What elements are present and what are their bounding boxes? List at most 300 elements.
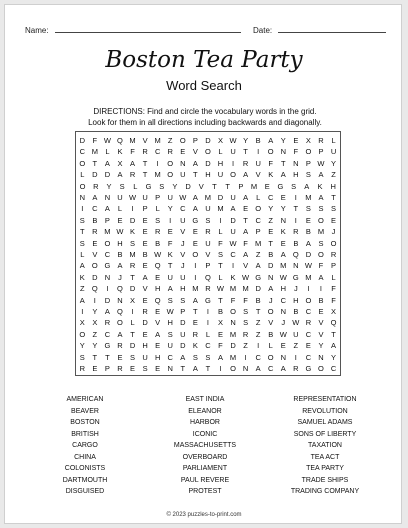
grid-letter[interactable]: W bbox=[279, 329, 287, 339]
grid-letter[interactable]: W bbox=[317, 158, 325, 168]
grid-letter[interactable]: S bbox=[130, 238, 136, 248]
grid-letter[interactable]: E bbox=[92, 364, 98, 373]
grid-letter[interactable]: X bbox=[217, 136, 223, 145]
grid-letter[interactable]: E bbox=[192, 238, 198, 248]
grid-letter[interactable]: I bbox=[131, 204, 134, 214]
grid-letter[interactable]: T bbox=[255, 307, 261, 316]
grid-letter[interactable]: L bbox=[268, 341, 273, 351]
grid-letter[interactable]: R bbox=[205, 227, 211, 237]
grid-letter[interactable]: D bbox=[230, 341, 236, 351]
grid-letter[interactable]: V bbox=[318, 329, 324, 339]
grid-letter[interactable]: E bbox=[331, 215, 337, 225]
grid-letter[interactable]: O bbox=[79, 158, 86, 168]
grid-letter[interactable]: T bbox=[293, 204, 299, 214]
grid-letter[interactable]: H bbox=[293, 295, 299, 305]
grid-letter[interactable]: Q bbox=[91, 284, 98, 294]
grid-letter[interactable]: H bbox=[217, 158, 224, 168]
grid-letter[interactable]: T bbox=[92, 158, 98, 168]
grid-letter[interactable]: R bbox=[318, 136, 324, 145]
grid-letter[interactable]: I bbox=[219, 364, 222, 373]
grid-letter[interactable]: C bbox=[79, 147, 85, 157]
grid-letter[interactable]: D bbox=[268, 261, 274, 271]
grid-letter[interactable]: E bbox=[155, 307, 161, 316]
grid-letter[interactable]: O bbox=[255, 204, 262, 214]
grid-letter[interactable]: O bbox=[318, 215, 324, 225]
grid-letter[interactable]: B bbox=[92, 215, 98, 225]
grid-letter[interactable]: A bbox=[304, 181, 310, 191]
grid-letter[interactable]: P bbox=[331, 261, 337, 271]
grid-letter[interactable]: L bbox=[80, 170, 85, 180]
grid-letter[interactable]: R bbox=[293, 227, 299, 237]
grid-letter[interactable]: P bbox=[318, 147, 324, 157]
grid-letter[interactable]: R bbox=[129, 261, 136, 271]
grid-letter[interactable]: T bbox=[193, 170, 198, 180]
grid-letter[interactable]: D bbox=[305, 250, 312, 259]
grid-letter[interactable]: E bbox=[142, 238, 148, 248]
grid-letter[interactable]: E bbox=[142, 227, 148, 237]
grid-letter[interactable]: O bbox=[167, 158, 174, 168]
grid-letter[interactable]: H bbox=[293, 170, 299, 180]
grid-letter[interactable]: E bbox=[130, 364, 136, 373]
grid-letter[interactable]: S bbox=[167, 329, 173, 339]
grid-letter[interactable]: F bbox=[218, 341, 223, 351]
grid-letter[interactable]: O bbox=[267, 307, 274, 316]
grid-letter[interactable]: U bbox=[167, 193, 173, 202]
grid-letter[interactable]: T bbox=[218, 295, 223, 305]
grid-letter[interactable]: E bbox=[293, 136, 299, 145]
grid-letter[interactable]: F bbox=[243, 238, 248, 248]
grid-letter[interactable]: K bbox=[117, 147, 123, 157]
grid-letter[interactable]: T bbox=[205, 364, 211, 373]
grid-letter[interactable]: R bbox=[93, 181, 99, 191]
grid-letter[interactable]: T bbox=[193, 307, 198, 316]
grid-letter[interactable]: X bbox=[217, 318, 223, 328]
grid-letter[interactable]: Z bbox=[167, 136, 173, 145]
grid-letter[interactable]: M bbox=[154, 170, 161, 180]
grid-letter[interactable]: A bbox=[92, 193, 98, 202]
grid-letter[interactable]: X bbox=[92, 318, 98, 328]
grid-letter[interactable]: Z bbox=[92, 329, 98, 339]
grid-letter[interactable]: U bbox=[167, 341, 173, 351]
grid-letter[interactable]: C bbox=[268, 364, 274, 373]
grid-letter[interactable]: D bbox=[104, 295, 111, 305]
grid-letter[interactable]: E bbox=[155, 341, 161, 351]
grid-letter[interactable]: I bbox=[206, 318, 209, 328]
grid-letter[interactable]: Q bbox=[154, 261, 161, 271]
grid-letter[interactable]: N bbox=[230, 318, 236, 328]
grid-letter[interactable]: I bbox=[169, 215, 172, 225]
grid-letter[interactable]: T bbox=[243, 215, 248, 225]
grid-letter[interactable]: C bbox=[167, 352, 173, 362]
grid-letter[interactable]: P bbox=[104, 364, 110, 373]
grid-letter[interactable]: W bbox=[242, 272, 250, 282]
grid-letter[interactable]: X bbox=[117, 158, 123, 168]
grid-letter[interactable]: A bbox=[192, 295, 198, 305]
grid-letter[interactable]: A bbox=[331, 341, 337, 351]
grid-letter[interactable]: C bbox=[104, 250, 111, 259]
grid-letter[interactable]: O bbox=[305, 295, 312, 305]
grid-letter[interactable]: B bbox=[155, 238, 161, 248]
grid-letter[interactable]: O bbox=[267, 352, 274, 362]
grid-letter[interactable]: U bbox=[180, 170, 186, 180]
grid-letter[interactable]: C bbox=[305, 307, 312, 316]
grid-letter[interactable]: O bbox=[330, 238, 337, 248]
grid-letter[interactable]: M bbox=[305, 272, 312, 282]
grid-letter[interactable]: G bbox=[305, 364, 312, 373]
grid-letter[interactable]: C bbox=[205, 341, 211, 351]
grid-letter[interactable]: N bbox=[117, 295, 123, 305]
grid-letter[interactable]: A bbox=[243, 193, 249, 202]
grid-letter[interactable]: U bbox=[142, 352, 148, 362]
grid-letter[interactable]: X bbox=[331, 307, 337, 316]
grid-letter[interactable]: S bbox=[305, 204, 311, 214]
grid-letter[interactable]: X bbox=[305, 136, 311, 145]
grid-letter[interactable]: E bbox=[142, 261, 148, 271]
grid-letter[interactable]: A bbox=[117, 261, 123, 271]
grid-letter[interactable]: O bbox=[230, 307, 236, 316]
grid-letter[interactable]: M bbox=[229, 352, 237, 362]
grid-letter[interactable]: S bbox=[79, 215, 85, 225]
grid-letter[interactable]: C bbox=[305, 329, 312, 339]
grid-letter[interactable]: S bbox=[318, 238, 324, 248]
grid-letter[interactable]: O bbox=[204, 147, 211, 157]
grid-letter[interactable]: R bbox=[242, 158, 249, 168]
grid-letter[interactable]: S bbox=[331, 204, 337, 214]
grid-letter[interactable]: E bbox=[268, 227, 274, 237]
grid-letter[interactable]: G bbox=[104, 261, 111, 271]
grid-letter[interactable]: N bbox=[104, 193, 111, 202]
grid-letter[interactable]: T bbox=[79, 227, 85, 237]
grid-letter[interactable]: M bbox=[192, 284, 199, 294]
grid-letter[interactable]: I bbox=[194, 272, 197, 282]
grid-letter[interactable]: E bbox=[142, 329, 148, 339]
grid-letter[interactable]: I bbox=[156, 158, 159, 168]
grid-letter[interactable]: O bbox=[117, 318, 123, 328]
grid-letter[interactable]: T bbox=[167, 261, 173, 271]
grid-letter[interactable]: M bbox=[129, 250, 136, 259]
grid-letter[interactable]: J bbox=[268, 295, 273, 305]
grid-letter[interactable]: B bbox=[117, 250, 123, 259]
grid-letter[interactable]: Q bbox=[204, 272, 211, 282]
grid-letter[interactable]: A bbox=[318, 272, 324, 282]
grid-letter[interactable]: T bbox=[92, 352, 98, 362]
grid-letter[interactable]: L bbox=[130, 318, 135, 328]
grid-letter[interactable]: V bbox=[92, 250, 98, 259]
grid-letter[interactable]: D bbox=[217, 193, 224, 202]
grid-letter[interactable]: T bbox=[331, 329, 336, 339]
grid-letter[interactable]: P bbox=[192, 136, 198, 145]
grid-letter[interactable]: H bbox=[154, 352, 161, 362]
grid-letter[interactable]: M bbox=[204, 193, 212, 202]
grid-letter[interactable]: L bbox=[218, 272, 223, 282]
grid-letter[interactable]: O bbox=[91, 261, 98, 271]
grid-letter[interactable]: R bbox=[142, 147, 148, 157]
grid-letter[interactable]: M bbox=[229, 284, 237, 294]
grid-letter[interactable]: A bbox=[167, 284, 173, 294]
grid-letter[interactable]: Z bbox=[79, 284, 85, 294]
grid-letter[interactable]: J bbox=[281, 318, 286, 328]
grid-letter[interactable]: A bbox=[192, 158, 198, 168]
grid-letter[interactable]: K bbox=[79, 272, 85, 282]
grid-letter[interactable]: E bbox=[280, 193, 286, 202]
grid-letter[interactable]: I bbox=[231, 158, 235, 168]
grid-letter[interactable]: A bbox=[79, 295, 85, 305]
grid-letter[interactable]: E bbox=[167, 227, 173, 237]
grid-letter[interactable]: T bbox=[218, 261, 223, 271]
grid-letter[interactable]: A bbox=[305, 238, 311, 248]
grid-letter[interactable]: C bbox=[230, 250, 236, 259]
grid-letter[interactable]: D bbox=[230, 215, 236, 225]
grid-letter[interactable]: N bbox=[293, 158, 299, 168]
grid-letter[interactable]: R bbox=[117, 364, 123, 373]
grid-letter[interactable]: E bbox=[117, 352, 123, 362]
grid-letter[interactable]: U bbox=[330, 147, 337, 157]
grid-letter[interactable]: Z bbox=[268, 215, 274, 225]
grid-letter[interactable]: U bbox=[230, 147, 236, 157]
grid-letter[interactable]: W bbox=[154, 250, 162, 259]
grid-letter[interactable]: I bbox=[194, 261, 197, 271]
grid-letter[interactable]: P bbox=[155, 193, 161, 202]
grid-letter[interactable]: V bbox=[243, 261, 249, 271]
grid-letter[interactable]: B bbox=[268, 250, 274, 259]
grid-letter[interactable]: S bbox=[79, 352, 85, 362]
grid-letter[interactable]: Z bbox=[255, 318, 261, 328]
grid-letter[interactable]: F bbox=[268, 158, 274, 168]
grid-letter[interactable]: H bbox=[280, 284, 286, 294]
grid-letter[interactable]: M bbox=[242, 284, 249, 294]
grid-letter[interactable]: I bbox=[257, 341, 260, 351]
grid-letter[interactable]: E bbox=[217, 329, 223, 339]
grid-letter[interactable]: U bbox=[180, 215, 186, 225]
grid-letter[interactable]: V bbox=[142, 284, 148, 294]
grid-letter[interactable]: M bbox=[305, 193, 312, 202]
grid-letter[interactable]: R bbox=[92, 227, 98, 237]
grid-letter[interactable]: S bbox=[318, 204, 324, 214]
grid-letter[interactable]: I bbox=[206, 307, 209, 316]
grid-letter[interactable]: B bbox=[305, 227, 311, 237]
grid-letter[interactable]: O bbox=[79, 181, 86, 191]
grid-letter[interactable]: F bbox=[318, 261, 324, 271]
grid-letter[interactable]: N bbox=[180, 158, 186, 168]
grid-letter[interactable]: O bbox=[167, 170, 174, 180]
grid-letter[interactable]: W bbox=[179, 193, 187, 202]
grid-letter[interactable]: C bbox=[280, 295, 286, 305]
grid-letter[interactable]: R bbox=[167, 147, 173, 157]
grid-letter[interactable]: M bbox=[255, 238, 262, 248]
grid-letter[interactable]: D bbox=[185, 181, 191, 191]
grid-letter[interactable]: S bbox=[119, 181, 125, 191]
grid-letter[interactable]: F bbox=[218, 238, 223, 248]
grid-letter[interactable]: N bbox=[280, 215, 286, 225]
grid-letter[interactable]: Y bbox=[331, 352, 337, 362]
grid-letter[interactable]: H bbox=[117, 238, 123, 248]
grid-letter[interactable]: Q bbox=[117, 307, 123, 316]
grid-letter[interactable]: R bbox=[154, 227, 161, 237]
grid-letter[interactable]: E bbox=[117, 215, 123, 225]
grid-letter[interactable]: R bbox=[305, 318, 312, 328]
grid-letter[interactable]: B bbox=[318, 295, 324, 305]
grid-letter[interactable]: Y bbox=[172, 181, 178, 191]
grid-letter[interactable]: M bbox=[104, 227, 111, 237]
grid-letter[interactable]: E bbox=[305, 341, 311, 351]
grid-letter[interactable]: U bbox=[167, 272, 173, 282]
grid-letter[interactable]: A bbox=[104, 204, 110, 214]
grid-letter[interactable]: V bbox=[268, 318, 274, 328]
grid-letter[interactable]: A bbox=[268, 136, 274, 145]
grid-letter[interactable]: C bbox=[268, 193, 274, 202]
grid-letter[interactable]: O bbox=[79, 329, 86, 339]
grid-letter[interactable]: T bbox=[243, 147, 248, 157]
grid-letter[interactable]: A bbox=[117, 329, 123, 339]
grid-letter[interactable]: P bbox=[305, 158, 311, 168]
grid-letter[interactable]: A bbox=[280, 364, 286, 373]
grid-letter[interactable]: N bbox=[268, 272, 274, 282]
grid-letter[interactable]: D bbox=[129, 341, 136, 351]
grid-letter[interactable]: B bbox=[255, 136, 261, 145]
grid-letter[interactable]: D bbox=[255, 284, 261, 294]
grid-letter[interactable]: K bbox=[317, 181, 323, 191]
grid-letter[interactable]: O bbox=[230, 364, 236, 373]
grid-letter[interactable]: V bbox=[142, 136, 148, 145]
grid-letter[interactable]: A bbox=[217, 352, 223, 362]
grid-letter[interactable]: C bbox=[180, 204, 186, 214]
grid-letter[interactable]: Q bbox=[330, 318, 337, 328]
grid-letter[interactable]: V bbox=[180, 250, 186, 259]
grid-letter[interactable]: V bbox=[192, 147, 198, 157]
grid-letter[interactable]: R bbox=[330, 250, 337, 259]
grid-letter[interactable]: S bbox=[205, 215, 211, 225]
grid-letter[interactable]: J bbox=[331, 227, 336, 237]
grid-letter[interactable]: F bbox=[331, 295, 336, 305]
grid-letter[interactable]: U bbox=[117, 193, 123, 202]
grid-letter[interactable]: O bbox=[104, 238, 111, 248]
grid-letter[interactable]: Y bbox=[280, 204, 286, 214]
grid-letter[interactable]: I bbox=[294, 352, 297, 362]
grid-letter[interactable]: N bbox=[280, 147, 286, 157]
grid-letter[interactable]: T bbox=[105, 352, 110, 362]
grid-letter[interactable]: B bbox=[268, 329, 274, 339]
grid-letter[interactable]: L bbox=[117, 204, 123, 214]
grid-letter[interactable]: Q bbox=[117, 136, 123, 145]
grid-letter[interactable]: J bbox=[293, 284, 298, 294]
grid-letter[interactable]: R bbox=[293, 364, 299, 373]
grid-letter[interactable]: T bbox=[142, 158, 148, 168]
grid-letter[interactable]: B bbox=[142, 250, 148, 259]
grid-letter[interactable]: U bbox=[230, 193, 236, 202]
grid-letter[interactable]: N bbox=[318, 352, 324, 362]
grid-letter[interactable]: Z bbox=[331, 170, 336, 180]
grid-letter[interactable]: R bbox=[205, 284, 211, 294]
grid-letter[interactable]: O bbox=[230, 170, 236, 180]
grid-letter[interactable]: T bbox=[212, 181, 217, 191]
grid-letter[interactable]: W bbox=[216, 284, 225, 294]
grid-letter[interactable]: J bbox=[180, 238, 185, 248]
grid-letter[interactable]: C bbox=[255, 215, 261, 225]
grid-letter[interactable]: X bbox=[130, 295, 136, 305]
grid-letter[interactable]: Y bbox=[331, 158, 337, 168]
grid-letter[interactable]: O bbox=[305, 147, 312, 157]
grid-letter[interactable]: W bbox=[229, 238, 237, 248]
grid-letter[interactable]: U bbox=[180, 272, 186, 282]
grid-letter[interactable]: D bbox=[205, 158, 211, 168]
grid-letter[interactable]: E bbox=[280, 341, 286, 351]
grid-letter[interactable]: E bbox=[305, 215, 311, 225]
grid-letter[interactable]: L bbox=[331, 136, 336, 145]
grid-letter[interactable]: S bbox=[130, 352, 136, 362]
grid-letter[interactable]: U bbox=[205, 238, 211, 248]
grid-letter[interactable]: A bbox=[155, 329, 161, 339]
grid-letter[interactable]: T bbox=[225, 181, 230, 191]
grid-letter[interactable]: A bbox=[318, 170, 324, 180]
grid-letter[interactable]: P bbox=[180, 307, 186, 316]
grid-letter[interactable]: W bbox=[166, 307, 174, 316]
grid-letter[interactable]: Y bbox=[79, 341, 85, 351]
grid-letter[interactable]: H bbox=[205, 170, 211, 180]
grid-letter[interactable]: D bbox=[129, 215, 136, 225]
grid-letter[interactable]: G bbox=[255, 272, 262, 282]
grid-letter[interactable]: V bbox=[255, 170, 261, 180]
grid-letter[interactable]: A bbox=[255, 364, 261, 373]
name-line[interactable] bbox=[55, 25, 241, 33]
grid-letter[interactable]: M bbox=[229, 329, 237, 339]
grid-letter[interactable]: L bbox=[80, 250, 85, 259]
grid-letter[interactable]: L bbox=[205, 329, 210, 339]
grid-letter[interactable]: A bbox=[268, 284, 274, 294]
grid-letter[interactable]: Z bbox=[255, 250, 261, 259]
grid-letter[interactable]: N bbox=[293, 261, 299, 271]
grid-letter[interactable]: M bbox=[217, 204, 224, 214]
grid-letter[interactable]: P bbox=[205, 261, 211, 271]
grid-letter[interactable]: A bbox=[104, 158, 110, 168]
grid-letter[interactable]: E bbox=[142, 295, 148, 305]
grid-letter[interactable]: R bbox=[192, 329, 199, 339]
grid-letter[interactable]: M bbox=[129, 136, 136, 145]
grid-letter[interactable]: V bbox=[205, 250, 211, 259]
grid-letter[interactable]: B bbox=[293, 307, 299, 316]
grid-letter[interactable]: Y bbox=[106, 181, 112, 191]
grid-letter[interactable]: E bbox=[318, 307, 324, 316]
grid-letter[interactable]: A bbox=[243, 170, 249, 180]
grid-letter[interactable]: F bbox=[243, 295, 248, 305]
grid-letter[interactable]: E bbox=[264, 181, 270, 191]
grid-letter[interactable]: B bbox=[293, 238, 299, 248]
grid-letter[interactable]: N bbox=[104, 272, 111, 282]
grid-letter[interactable]: N bbox=[167, 364, 173, 373]
grid-letter[interactable]: F bbox=[167, 238, 173, 248]
grid-letter[interactable]: Q bbox=[117, 284, 123, 294]
grid-letter[interactable]: T bbox=[142, 170, 148, 180]
grid-letter[interactable]: L bbox=[105, 147, 110, 157]
grid-letter[interactable]: F bbox=[293, 147, 299, 157]
grid-letter[interactable]: Z bbox=[255, 329, 261, 339]
grid-letter[interactable]: Y bbox=[280, 136, 286, 145]
grid-letter[interactable]: S bbox=[159, 181, 165, 191]
grid-letter[interactable]: I bbox=[131, 307, 134, 316]
grid-letter[interactable]: T bbox=[130, 272, 135, 282]
grid-letter[interactable]: R bbox=[242, 329, 249, 339]
grid-letter[interactable]: M bbox=[280, 261, 287, 271]
grid-letter[interactable]: A bbox=[130, 158, 136, 168]
grid-letter[interactable]: Y bbox=[268, 204, 274, 214]
grid-letter[interactable]: S bbox=[305, 170, 311, 180]
grid-letter[interactable]: S bbox=[180, 295, 186, 305]
grid-letter[interactable]: U bbox=[230, 227, 236, 237]
grid-letter[interactable]: A bbox=[117, 170, 123, 180]
grid-letter[interactable]: I bbox=[81, 307, 84, 316]
grid-letter[interactable]: U bbox=[217, 170, 224, 180]
grid-letter[interactable]: R bbox=[104, 318, 111, 328]
grid-letter[interactable]: U bbox=[142, 193, 148, 202]
